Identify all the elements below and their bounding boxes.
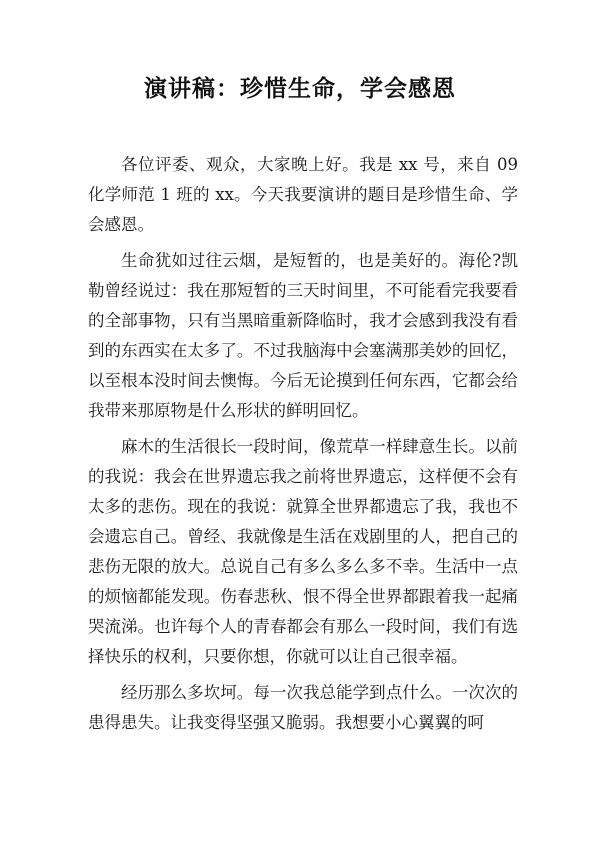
paragraph-4: 经历那么多坎坷。每一次我总能学到点什么。一次次的患得患失。让我变得坚强又脆弱。我想要小心翼翼的呵 bbox=[88, 683, 518, 732]
paragraph-3: 麻木的生活很长一段时间，像荒草一样肆意生长。以前的我说：我会在世界遗忘我之前将世界遗忘，这样便不会有太多的悲伤。现在的我说：就算全世界都遗忘了我，我也不会遗忘自己。曾经、我就像是生活在戏剧里的人，把自己的悲伤无限的放大。总说自己有多么多么多不幸。生活中一点的烦恼都能发现。伤春悲秋、恨不得全世界都跟着我一起痛哭流涕。也许每个人的青春都会有那么一段时间，我们有选择快乐的权利，只要你想，你就可以让自己很幸福。 bbox=[88, 437, 518, 666]
paragraph-1: 各位评委、观众，大家晚上好。我是 xx 号，来自 09 化学师范 1 班的 xx。今天我要演讲的题目是珍惜生命、学会感恩。 bbox=[88, 155, 518, 234]
paragraph-2: 生命犹如过往云烟，是短暂的，也是美好的。海伦?凯勒曾经说过：我在那短暂的三天时间里，不可能看完我要看的全部事物，只有当黑暗重新降临时，我才会感到我没有看到的东西实在太多了。不过我脑海中会塞满那美妙的回忆，以至根本没时间去懊悔。今后无论摸到任何东西，它都会给我带来那原物是什么形状的鲜明回忆。 bbox=[88, 251, 518, 420]
document-body bbox=[88, 150, 518, 744]
page-title: 演讲稿：珍惜生命，学会感恩 bbox=[144, 75, 456, 102]
